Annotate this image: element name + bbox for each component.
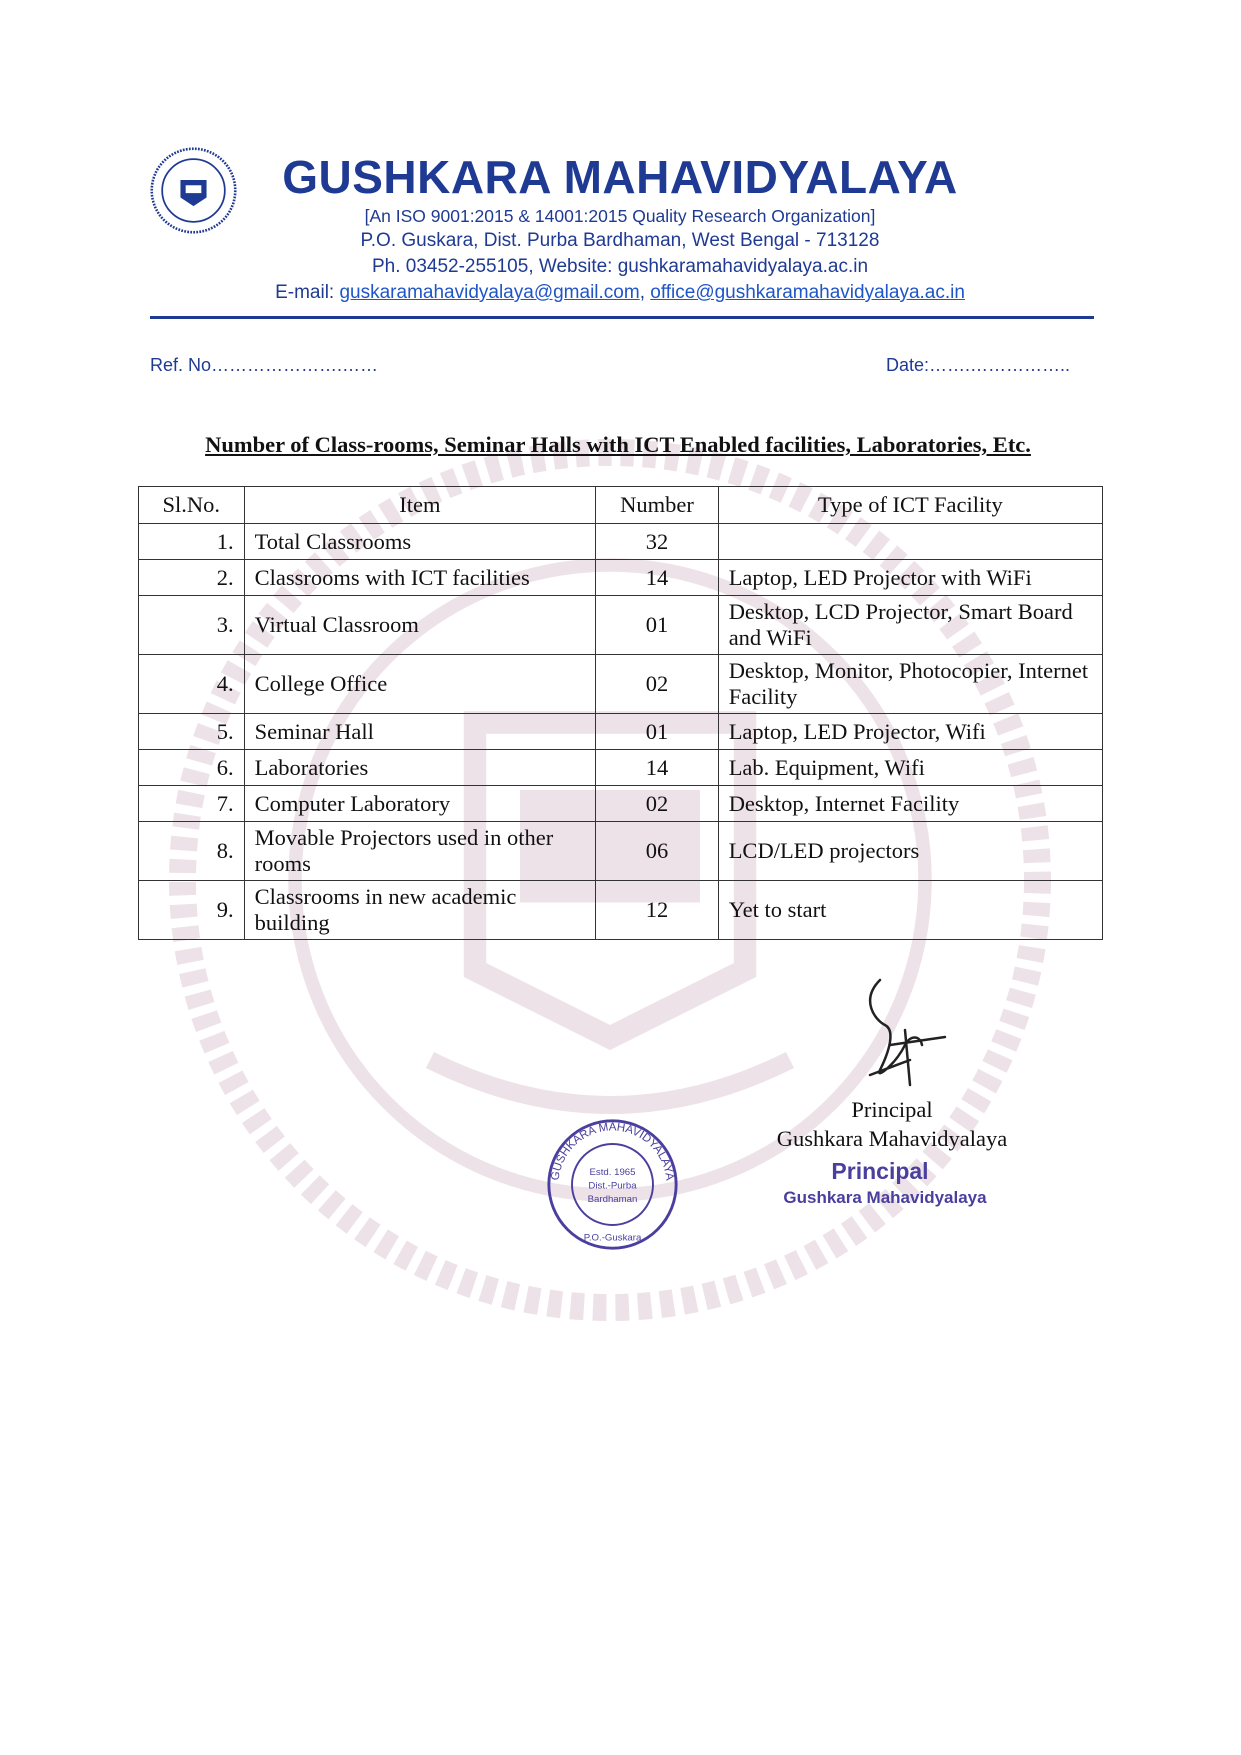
document-heading: Number of Class-rooms, Seminar Halls with ICT Enabled facilities, Laboratories, Etc.: [205, 432, 1031, 457]
cell-item: Movable Projectors used in other rooms: [244, 822, 596, 881]
table-row: [139, 822, 1103, 881]
college-email: [150, 282, 1090, 304]
table-row: [139, 655, 1103, 714]
cell-item: Classrooms in new academic building: [244, 881, 596, 940]
cell-type: LCD/LED projectors: [718, 822, 1102, 881]
email-label: E-mail:: [275, 282, 340, 303]
cell-number: 12: [596, 881, 718, 940]
seal-line-3: Bardhaman: [587, 1193, 638, 1205]
cell-sl: 2.: [139, 560, 245, 596]
cell-sl: 8.: [139, 822, 245, 881]
cell-sl: 1.: [139, 524, 245, 560]
email-separator: ,: [639, 282, 651, 303]
cell-type: Desktop, Monitor, Photocopier, Internet Facility: [718, 655, 1102, 714]
table-row: [139, 881, 1103, 940]
email-link-office[interactable]: office@gushkaramahavidyalaya.ac.in: [650, 282, 965, 303]
cell-type: Laptop, LED Projector with WiFi: [718, 560, 1102, 596]
cell-item: Computer Laboratory: [244, 786, 596, 822]
email-link-gmail[interactable]: guskaramahavidyalaya@gmail.com: [339, 282, 640, 303]
cell-sl: 3.: [139, 596, 245, 655]
header-number: Number: [596, 487, 718, 524]
college-address: P.O. Guskara, Dist. Purba Bardhaman, West Bengal - 713128: [360, 230, 880, 251]
cell-item: Classrooms with ICT facilities: [244, 560, 596, 596]
seal-line-2: Dist.-Purba: [588, 1180, 637, 1192]
cell-type: Laptop, LED Projector, Wifi: [718, 714, 1102, 750]
cell-type: Lab. Equipment, Wifi: [718, 750, 1102, 786]
cell-number: 14: [596, 560, 718, 596]
college-name: GUSHKARA MAHAVIDYALAYA: [282, 151, 958, 203]
stamp-institution: Gushkara Mahavidyalaya: [783, 1188, 987, 1207]
cell-type: Desktop, Internet Facility: [718, 786, 1102, 822]
cell-item: Seminar Hall: [244, 714, 596, 750]
signatory-institution: Gushkara Mahavidyalaya: [776, 1126, 1008, 1151]
cell-item: College Office: [244, 655, 596, 714]
table-header-row: [139, 487, 1103, 524]
cell-type: [718, 524, 1102, 560]
cell-number: 02: [596, 786, 718, 822]
cell-type: Yet to start: [718, 881, 1102, 940]
cell-type: Desktop, LCD Projector, Smart Board and WiFi: [718, 596, 1102, 655]
cell-item: Laboratories: [244, 750, 596, 786]
cell-number: 06: [596, 822, 718, 881]
cell-item: Virtual Classroom: [244, 596, 596, 655]
signatory-title: Principal: [851, 1097, 933, 1122]
date-field: Date:…….……………..: [886, 355, 1071, 375]
header-sl-no: Sl.No.: [139, 487, 245, 524]
table-row: [139, 560, 1103, 596]
college-seal: [545, 1117, 680, 1252]
cell-sl: 4.: [139, 655, 245, 714]
ref-no: Ref. No………………….……: [150, 355, 379, 375]
cell-sl: 7.: [139, 786, 245, 822]
letterhead-divider: [150, 316, 1094, 319]
seal-ring-text: GUSHKARA MAHAVIDYALAYA: [549, 1121, 676, 1182]
college-contact: Ph. 03452-255105, Website: gushkaramahavidyalaya.ac.in: [371, 256, 869, 277]
stamp-title: Principal: [831, 1158, 929, 1184]
ict-facilities-table: [138, 486, 1103, 940]
cell-number: 02: [596, 655, 718, 714]
iso-tagline: [An ISO 9001:2015 & 14001:2015 Quality Research Organization]: [364, 206, 876, 226]
table-row: [139, 786, 1103, 822]
table-row: [139, 596, 1103, 655]
header-type: Type of ICT Facility: [718, 487, 1102, 524]
header-item: Item: [244, 487, 596, 524]
table-row: [139, 524, 1103, 560]
cell-sl: 6.: [139, 750, 245, 786]
principal-signature: [850, 975, 950, 1095]
cell-sl: 9.: [139, 881, 245, 940]
cell-number: 32: [596, 524, 718, 560]
cell-number: 01: [596, 714, 718, 750]
cell-sl: 5.: [139, 714, 245, 750]
cell-number: 01: [596, 596, 718, 655]
table-row: [139, 750, 1103, 786]
cell-number: 14: [596, 750, 718, 786]
cell-item: Total Classrooms: [244, 524, 596, 560]
seal-bottom-text: P.O.-Guskara: [583, 1232, 642, 1244]
seal-line-1: Estd. 1965: [589, 1166, 636, 1178]
table-row: [139, 714, 1103, 750]
